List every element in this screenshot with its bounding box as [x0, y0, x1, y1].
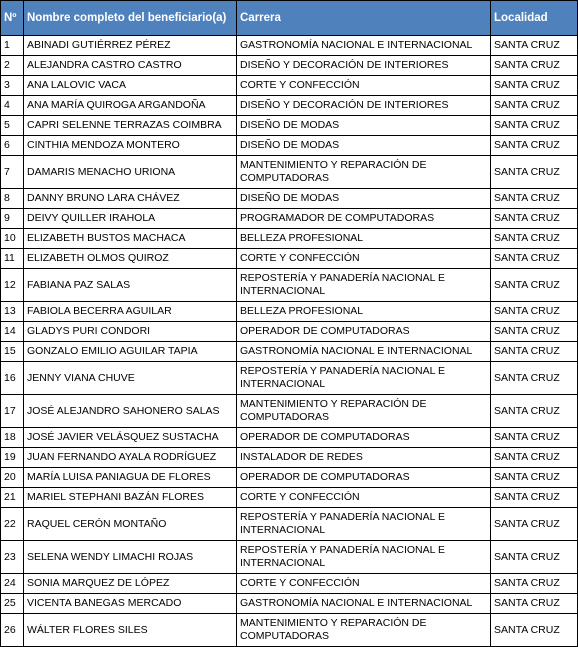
- location: SANTA CRUZ: [491, 249, 578, 269]
- career: MANTENIMIENTO Y REPARACIÓN DE COMPUTADORAS: [237, 156, 491, 189]
- table-header: [1, 1, 578, 36]
- career: CORTE Y CONFECCIÓN: [237, 488, 491, 508]
- beneficiary-name: DAMARIS MENACHO URIONA: [24, 156, 237, 189]
- row-number: 4: [1, 96, 24, 116]
- career: DISEÑO DE MODAS: [237, 189, 491, 209]
- beneficiary-name: MARIEL STEPHANI BAZÁN FLORES: [24, 488, 237, 508]
- row-number: 24: [1, 574, 24, 594]
- row-number: 5: [1, 116, 24, 136]
- table-row: [1, 508, 578, 541]
- header-number: Nº: [1, 1, 24, 36]
- table-row: [1, 189, 578, 209]
- row-number: 6: [1, 136, 24, 156]
- beneficiary-name: ANA LALOVIC VACA: [24, 76, 237, 96]
- location: SANTA CRUZ: [491, 189, 578, 209]
- location: SANTA CRUZ: [491, 594, 578, 614]
- row-number: 26: [1, 614, 24, 647]
- row-number: 19: [1, 448, 24, 468]
- row-number: 18: [1, 428, 24, 448]
- header-full-name: Nombre completo del beneficiario(a): [24, 1, 237, 36]
- row-number: 9: [1, 209, 24, 229]
- career: INSTALADOR DE REDES: [237, 448, 491, 468]
- beneficiary-name: CAPRI SELENNE TERRAZAS COIMBRA: [24, 116, 237, 136]
- beneficiary-name: GLADYS PURI CONDORI: [24, 322, 237, 342]
- beneficiary-name: SONIA MARQUEZ DE LÓPEZ: [24, 574, 237, 594]
- table-row: [1, 156, 578, 189]
- career: REPOSTERÍA Y PANADERÍA NACIONAL E INTERNACIONAL: [237, 269, 491, 302]
- location: SANTA CRUZ: [491, 362, 578, 395]
- career: CORTE Y CONFECCIÓN: [237, 574, 491, 594]
- career: OPERADOR DE COMPUTADORAS: [237, 468, 491, 488]
- location: SANTA CRUZ: [491, 96, 578, 116]
- row-number: 17: [1, 395, 24, 428]
- location: SANTA CRUZ: [491, 269, 578, 302]
- beneficiary-name: JOSÉ ALEJANDRO SAHONERO SALAS: [24, 395, 237, 428]
- location: SANTA CRUZ: [491, 156, 578, 189]
- row-number: 23: [1, 541, 24, 574]
- row-number: 16: [1, 362, 24, 395]
- beneficiary-name: RAQUEL CERÓN MONTAÑO: [24, 508, 237, 541]
- career: REPOSTERÍA Y PANADERÍA NACIONAL E INTERNACIONAL: [237, 541, 491, 574]
- table-row: [1, 322, 578, 342]
- row-number: 2: [1, 56, 24, 76]
- beneficiary-name: GONZALO EMILIO AGUILAR TAPIA: [24, 342, 237, 362]
- row-number: 11: [1, 249, 24, 269]
- header-location: Localidad: [491, 1, 578, 36]
- table-row: [1, 488, 578, 508]
- table-row: [1, 302, 578, 322]
- beneficiary-name: JENNY VIANA CHUVE: [24, 362, 237, 395]
- table-row: [1, 594, 578, 614]
- beneficiary-name: VICENTA BANEGAS MERCADO: [24, 594, 237, 614]
- row-number: 22: [1, 508, 24, 541]
- location: SANTA CRUZ: [491, 36, 578, 56]
- row-number: 12: [1, 269, 24, 302]
- location: SANTA CRUZ: [491, 468, 578, 488]
- row-number: 20: [1, 468, 24, 488]
- location: SANTA CRUZ: [491, 342, 578, 362]
- career: DISEÑO Y DECORACIÓN DE INTERIORES: [237, 96, 491, 116]
- location: SANTA CRUZ: [491, 136, 578, 156]
- row-number: 8: [1, 189, 24, 209]
- beneficiary-name: ALEJANDRA CASTRO CASTRO: [24, 56, 237, 76]
- beneficiary-name: JUAN FERNANDO AYALA RODRÍGUEZ: [24, 448, 237, 468]
- career: CORTE Y CONFECCIÓN: [237, 249, 491, 269]
- table-row: [1, 56, 578, 76]
- row-number: 10: [1, 229, 24, 249]
- header-row: [1, 1, 578, 36]
- row-number: 7: [1, 156, 24, 189]
- career: OPERADOR DE COMPUTADORAS: [237, 428, 491, 448]
- beneficiary-name: JOSÉ JAVIER VELÁSQUEZ SUSTACHA: [24, 428, 237, 448]
- table-row: [1, 395, 578, 428]
- location: SANTA CRUZ: [491, 428, 578, 448]
- location: SANTA CRUZ: [491, 508, 578, 541]
- table-row: [1, 229, 578, 249]
- location: SANTA CRUZ: [491, 56, 578, 76]
- location: SANTA CRUZ: [491, 322, 578, 342]
- beneficiary-name: ELIZABETH BUSTOS MACHACA: [24, 229, 237, 249]
- table-row: [1, 209, 578, 229]
- location: SANTA CRUZ: [491, 76, 578, 96]
- row-number: 21: [1, 488, 24, 508]
- career: DISEÑO DE MODAS: [237, 116, 491, 136]
- beneficiary-name: FABIANA PAZ SALAS: [24, 269, 237, 302]
- row-number: 1: [1, 36, 24, 56]
- table-row: [1, 362, 578, 395]
- career: BELLEZA PROFESIONAL: [237, 229, 491, 249]
- beneficiary-name: WÁLTER FLORES SILES: [24, 614, 237, 647]
- beneficiary-name: ELIZABETH OLMOS QUIROZ: [24, 249, 237, 269]
- career: MANTENIMIENTO Y REPARACIÓN DE COMPUTADORAS: [237, 395, 491, 428]
- career: DISEÑO DE MODAS: [237, 136, 491, 156]
- table-row: [1, 342, 578, 362]
- table-row: [1, 614, 578, 647]
- table-row: [1, 428, 578, 448]
- table-row: [1, 96, 578, 116]
- beneficiary-name: DANNY BRUNO LARA CHÁVEZ: [24, 189, 237, 209]
- row-number: 3: [1, 76, 24, 96]
- location: SANTA CRUZ: [491, 302, 578, 322]
- career: GASTRONOMÍA NACIONAL E INTERNACIONAL: [237, 594, 491, 614]
- table-row: [1, 136, 578, 156]
- table-row: [1, 76, 578, 96]
- table-row: [1, 468, 578, 488]
- table-body: [1, 36, 578, 647]
- table-row: [1, 249, 578, 269]
- row-number: 13: [1, 302, 24, 322]
- beneficiary-name: MARÍA LUISA PANIAGUA DE FLORES: [24, 468, 237, 488]
- career: REPOSTERÍA Y PANADERÍA NACIONAL E INTERNACIONAL: [237, 508, 491, 541]
- beneficiary-name: FABIOLA BECERRA AGUILAR: [24, 302, 237, 322]
- table-row: [1, 116, 578, 136]
- row-number: 14: [1, 322, 24, 342]
- table-row: [1, 541, 578, 574]
- location: SANTA CRUZ: [491, 116, 578, 136]
- location: SANTA CRUZ: [491, 448, 578, 468]
- row-number: 15: [1, 342, 24, 362]
- career: REPOSTERÍA Y PANADERÍA NACIONAL E INTERNACIONAL: [237, 362, 491, 395]
- beneficiary-name: SELENA WENDY LIMACHI ROJAS: [24, 541, 237, 574]
- row-number: 25: [1, 594, 24, 614]
- career: OPERADOR DE COMPUTADORAS: [237, 322, 491, 342]
- location: SANTA CRUZ: [491, 209, 578, 229]
- career: PROGRAMADOR DE COMPUTADORAS: [237, 209, 491, 229]
- career: BELLEZA PROFESIONAL: [237, 302, 491, 322]
- beneficiary-name: DEIVY QUILLER IRAHOLA: [24, 209, 237, 229]
- location: SANTA CRUZ: [491, 395, 578, 428]
- header-career: Carrera: [237, 1, 491, 36]
- beneficiary-name: ABINADI GUTIÉRREZ PÉREZ: [24, 36, 237, 56]
- location: SANTA CRUZ: [491, 488, 578, 508]
- career: MANTENIMIENTO Y REPARACIÓN DE COMPUTADORAS: [237, 614, 491, 647]
- career: GASTRONOMÍA NACIONAL E INTERNACIONAL: [237, 36, 491, 56]
- location: SANTA CRUZ: [491, 574, 578, 594]
- location: SANTA CRUZ: [491, 541, 578, 574]
- beneficiary-name: CINTHIA MENDOZA MONTERO: [24, 136, 237, 156]
- location: SANTA CRUZ: [491, 614, 578, 647]
- career: DISEÑO Y DECORACIÓN DE INTERIORES: [237, 56, 491, 76]
- table-row: [1, 448, 578, 468]
- career: CORTE Y CONFECCIÓN: [237, 76, 491, 96]
- beneficiary-name: ANA MARÍA QUIROGA ARGANDOÑA: [24, 96, 237, 116]
- table-row: [1, 36, 578, 56]
- table-row: [1, 269, 578, 302]
- career: GASTRONOMÍA NACIONAL E INTERNACIONAL: [237, 342, 491, 362]
- table-row: [1, 574, 578, 594]
- location: SANTA CRUZ: [491, 229, 578, 249]
